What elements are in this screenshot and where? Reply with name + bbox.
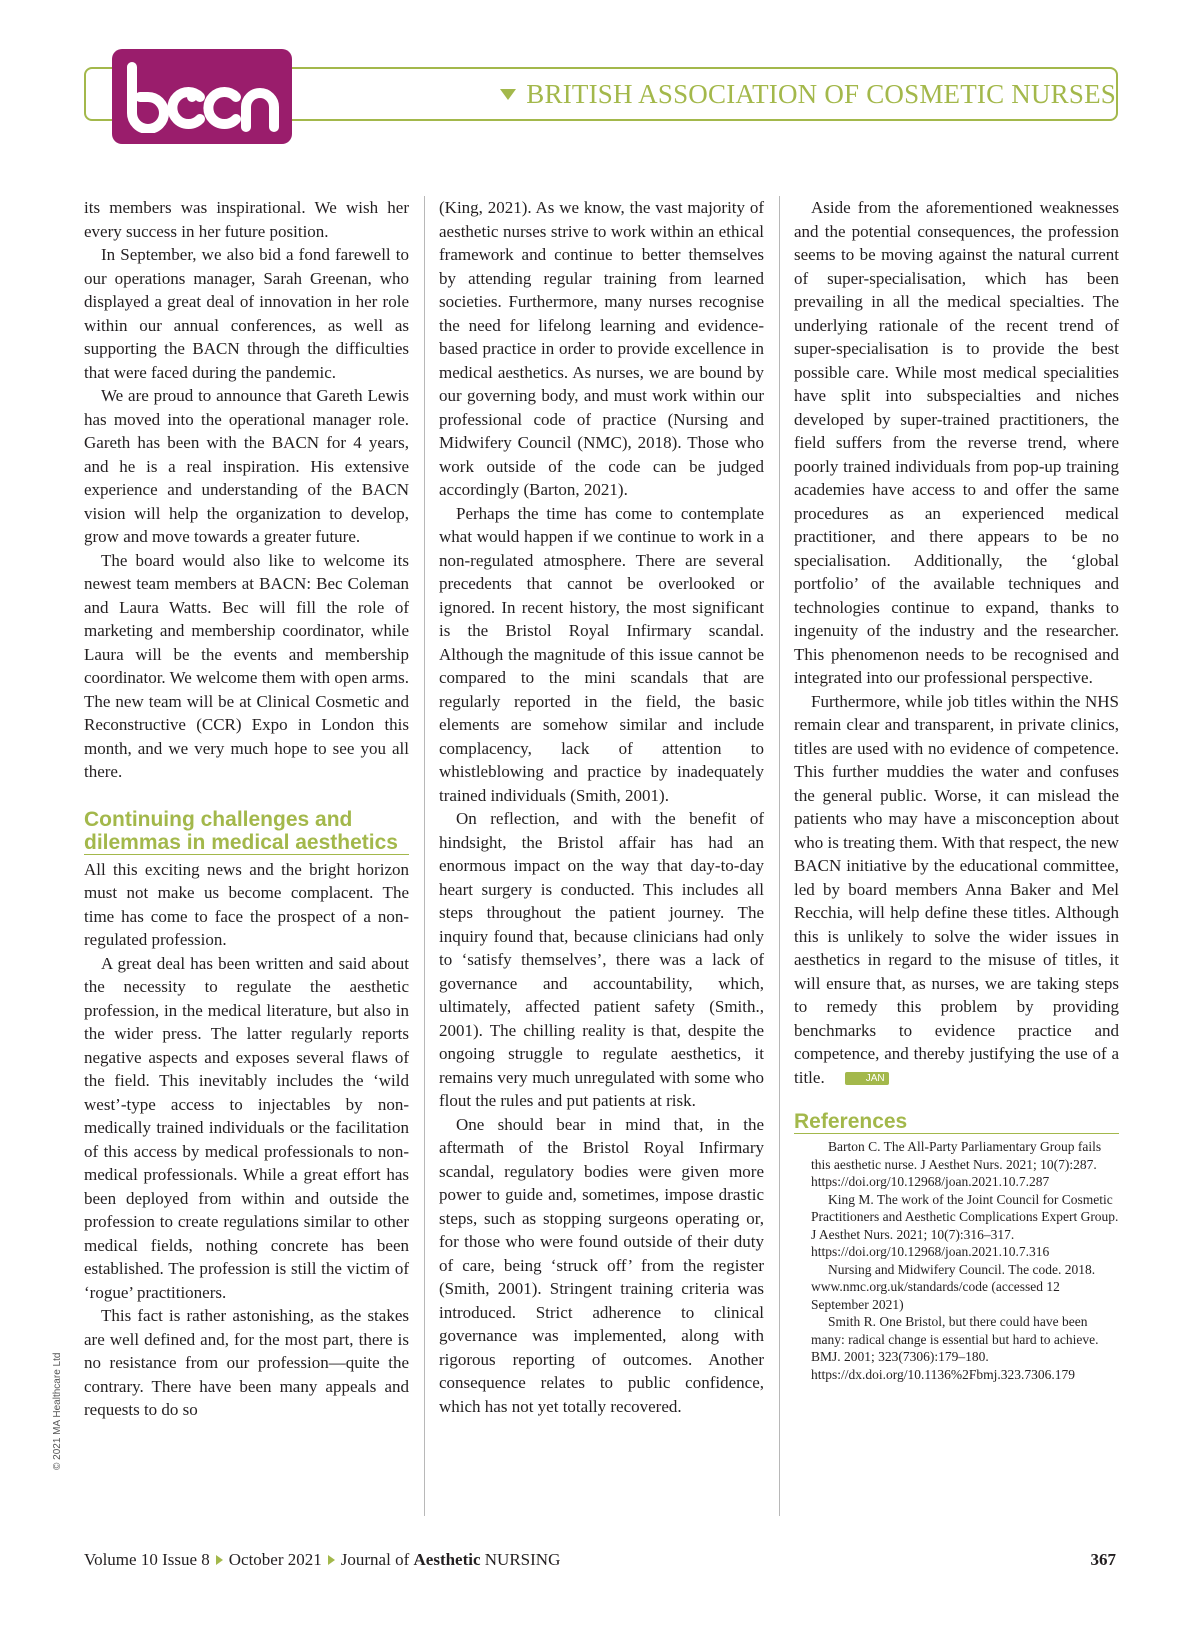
paragraph: All this exciting news and the bright horizon must not make us become complacent. The time has come to face the prospect of a non-regulated profession. (84, 859, 409, 949)
journal-prefix: Journal of (340, 1550, 410, 1569)
paragraph: Aside from the aforementioned weaknesses and the potential consequences, the profession seems to be moving against the natural current of super-specialisation, which has been prevailing in all the medical specialties. The underlying rationale of the recent trend of super-specialisation is to provide the best possible care. While most medical specialities have split into subspecialties and niches developed by super-trained practitioners, the field suffers from the reverse trend, where poorly trained individuals from pop-up training academies have access to and offer the same procedures as an experienced medical practitioner, and there appears to be no specialisation. Additionally, the ‘global portfolio’ of the available techniques and technologies continue to expand, thanks to ingenuity of the industry and the researcher. This phenomenon needs to be recognised and integrated into our professional perspective. (794, 198, 1119, 687)
reference-item: Barton C. The All-Party Parliamentary Group fails this aesthetic nurse. J Aesthet Nurs. 2021; 10(7):287. https://doi.org/10.12968/joan.2021.10.7.287 (811, 1139, 1102, 1189)
paragraph: its members was inspirational. We wish her every success in her future position. (84, 198, 409, 241)
reference-item: King M. The work of the Joint Council for Cosmetic Practitioners and Aesthetic Complications Expert Group. J Aesthet Nurs. 2021; 10(7):316–317. https://doi.org/10.12968/joan.2021.10.7.316 (811, 1191, 1119, 1259)
column-1 (84, 196, 409, 1422)
paragraph: A great deal has been written and said about the necessity to regulate the aesthetic profession, in the medical literature, but also in the wider press. The latter regularly reports negative aspects and exposes several flaws of the field. This inevitably includes the ‘wild west’-type access to injectables by non-medically trained individuals or the facilitation of this access by medical professionals to non-medical professionals. While a great effort has been deployed from within and outside the profession to create regulations similar to other medical fields, nothing concrete has been established. The profession is still the victim of ‘rogue’ practitioners. (84, 953, 409, 1302)
paragraph: On reflection, and with the benefit of hindsight, the Bristol affair has had an enormous impact on the way that day-to-day heart surgery is conducted. This includes all steps throughout the patient journey. The inquiry found that, because clinicians had only to ‘satisfy themselves’, there was a lack of governance and accountability, which, ultimately, affected patient safety (Smith., 2001). The chilling reality is that, despite the ongoing struggle to regulate aesthetics, it remains very much unregulated with some who flout the rules and put patients at risk. (439, 809, 764, 1110)
bacn-logo (112, 49, 292, 144)
paragraph-text: Furthermore, while job titles within the NHS remain clear and transparent, in private clinics, titles are used with no evidence of competence. This further muddies the water and confuses the general public. Worse, it can mislead the patients who may have a misconception about who is treating them. With that respect, the new BACN initiative by the educational committee, led by board members Anna Baker and Mel Recchia, will help define these titles. Although this is unlikely to solve the wider issues in aesthetics in regard to the misuse of titles, it will ensure that, as nurses, we are taking steps to remedy this problem by providing benchmarks to evidence practice and competence, and thereby justifying the use of a title. (794, 691, 1119, 1087)
paragraph (794, 690, 1119, 1090)
paragraph: In September, we also bid a fond farewell to our operations manager, Sarah Greenan, who displayed a great deal of innovation in her role within our annual conferences, as well as supporting the BACN through the difficulties that were faced during the pandemic. (84, 245, 409, 382)
column-2 (439, 196, 764, 1418)
paragraph: One should bear in mind that, in the aftermath of the Bristol Royal Infirmary scandal, regulatory bodies were given more power to guide and, sometimes, impose drastic steps, such as stopping surgeons operating or, for those who were found outside of their duty of care, being ‘struck off’ from the register (Smith, 2001). Stringent training criteria was introduced. Strict adherence to clinical governance was implemented, along with rigorous reporting of outcomes. Another consequence relates to public confidence, which has not yet totally recovered. (439, 1114, 764, 1416)
association-name (500, 77, 1116, 111)
footer-date: October 2021 (228, 1550, 322, 1569)
paragraph: (King, 2021). As we know, the vast majority of aesthetic nurses strive to work within an ethical framework and continue to better themselves by attending regular training from learned societies. Furthermore, many nurses recognise the need for lifelong learning and evidence-based practice in order to provide excellence in medical aesthetics. As nurses, we are bound by our governing body, and must work within our professional code of practice (Nursing and Midwifery Council (NMC), 2018). Those who work outside of the code can be judged accordingly (Barton, 2021). (439, 198, 764, 499)
triangle-right-icon (328, 1555, 335, 1565)
paragraph: The board would also like to welcome its newest team members at BACN: Bec Coleman and Laura Watts. Bec will fill the role of marketing and membership coordinator, while Laura will be the events and membership coordinator. We welcome them with open arms. The new team will be at Clinical Cosmetic and Reconstructive (CCR) Expo in London this month, and we very much hope to see you all there. (84, 550, 410, 781)
paragraph: We are proud to announce that Gareth Lewis has moved into the operational manager role. Gareth has been with the BACN for 4 years, and he is a real inspiration. His extensive experience and understanding of the BACN vision will help the organization to develop, grow and move towards a greater future. (84, 386, 409, 546)
reference-item: Nursing and Midwifery Council. The code. 2018. www.nmc.org.uk/standards/code (accessed 12 September 2021) (811, 1261, 1096, 1312)
column-divider (779, 196, 780, 1516)
journal-suffix: NURSING (484, 1550, 561, 1569)
triangle-right-icon (216, 1555, 223, 1565)
page-number: 367 (1090, 1550, 1116, 1569)
section-heading: Continuing challenges and dilemmas in medical aesthetics (84, 808, 409, 855)
copyright-notice: © 2021 MA Healthcare Ltd (52, 1352, 63, 1470)
association-text: BRITISH ASSOCIATION OF COSMETIC NURSES (526, 78, 1116, 109)
column-divider (424, 196, 425, 1516)
paragraph: Perhaps the time has come to contemplate what would happen if we continue to work in a non-regulated atmosphere. There are several precedents that cannot be overlooked or ignored. In recent history, the most significant is the Bristol Royal Infirmary scandal. Although the magnitude of this issue cannot be compared to the mini scandals that are regularly reported in the field, the basic elements are somehow similar and include complacency, lack of attention to whistleblowing and practice by inadequately trained individuals (Smith, 2001). (439, 503, 764, 805)
references-heading: References (794, 1111, 1119, 1134)
footer-volume: Volume 10 Issue 8 (84, 1550, 210, 1569)
column-3 (794, 196, 1119, 1383)
paragraph: This fact is rather astonishing, as the stakes are well defined and, for the most part, there is no resistance from our profession—quite the contrary. There have been many appeals and requests to do so (84, 1306, 409, 1419)
triangle-icon (500, 89, 516, 100)
footer-journal (341, 1550, 561, 1570)
end-mark-icon: JAN (845, 1072, 889, 1085)
journal-bold: Aesthetic (413, 1550, 481, 1569)
reference-item: Smith R. One Bristol, but there could have been many: radical change is essential but hard to achieve. BMJ. 2001; 323(7306):179–180. https://dx.doi.org/10.1136%2Fbmj.323.7306.179 (811, 1314, 1099, 1382)
bacn-logo-mark (120, 61, 284, 133)
footer (84, 1550, 560, 1570)
